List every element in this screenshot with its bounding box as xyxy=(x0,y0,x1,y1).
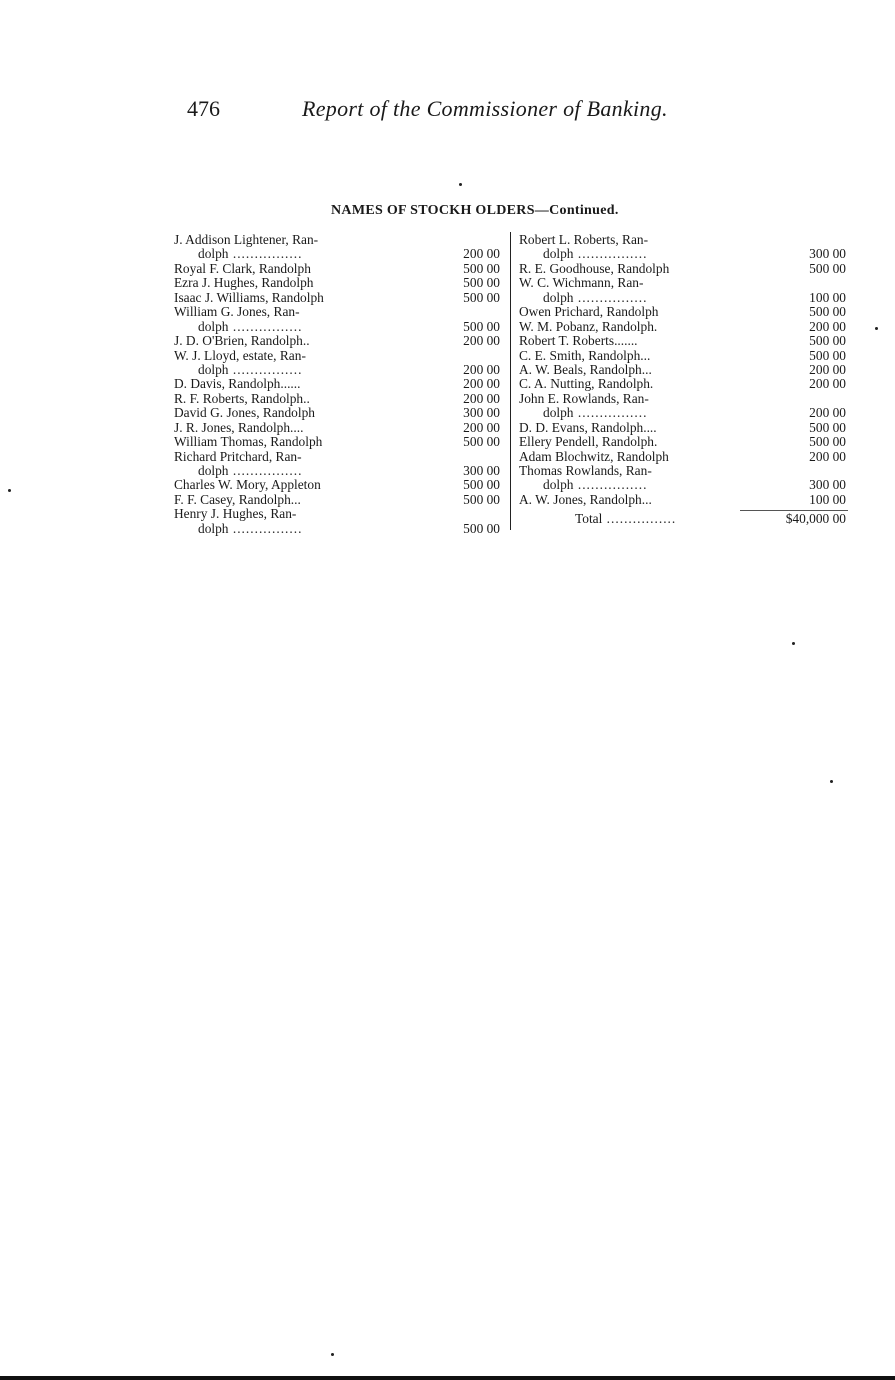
stockholder-name: Richard Pritchard, Ran- xyxy=(174,449,302,464)
total-amount: $40,000 00 xyxy=(785,511,846,527)
stockholder-amount: 200 00 xyxy=(463,246,500,262)
stockholder-amount: 500 00 xyxy=(809,419,846,435)
stockholder-amount: 200 00 xyxy=(463,390,500,406)
stockholder-row xyxy=(174,262,504,276)
dot-leader: ................ xyxy=(573,247,648,262)
stockholder-amount: 200 00 xyxy=(463,376,500,392)
speck xyxy=(830,780,833,783)
stockholder-amount: 200 00 xyxy=(809,405,846,421)
stockholder-name: dolph ................ xyxy=(543,247,648,262)
dot-leader: ................ xyxy=(573,478,648,493)
stockholder-name: W. M. Pobanz, Randolph. xyxy=(519,319,658,334)
stockholder-row xyxy=(174,421,504,435)
stockholders-right-column xyxy=(519,233,849,527)
stockholder-name: David G. Jones, Randolph xyxy=(174,406,315,421)
stockholder-row xyxy=(519,233,849,247)
stockholder-name: Thomas Rowlands, Ran- xyxy=(519,464,652,478)
running-head: Report of the Commissioner of Banking. xyxy=(302,96,668,121)
stockholder-name: C. A. Nutting, Randolph. xyxy=(519,377,654,392)
stockholder-name: Henry J. Hughes, Ran- xyxy=(174,507,297,522)
stockholder-row xyxy=(174,320,504,334)
stockholder-row xyxy=(519,305,849,319)
stockholder-amount: 500 00 xyxy=(809,434,846,450)
page-number: 476 xyxy=(187,96,220,121)
stockholder-amount: 200 00 xyxy=(809,448,846,464)
stockholder-name: dolph ................ xyxy=(543,290,648,305)
stockholder-row xyxy=(519,478,849,492)
speck xyxy=(8,489,11,492)
stockholder-name: C. E. Smith, Randolph... xyxy=(519,348,651,363)
stockholder-name: dolph ................ xyxy=(543,478,648,493)
stockholder-amount: 500 00 xyxy=(809,304,846,320)
stockholder-row xyxy=(519,406,849,420)
stockholder-amount: 500 00 xyxy=(463,477,500,493)
stockholder-row xyxy=(519,392,849,406)
stockholder-row xyxy=(174,349,504,363)
stockholder-row xyxy=(519,377,849,391)
stockholder-name: dolph ................ xyxy=(198,521,303,536)
stockholder-amount: 500 00 xyxy=(463,318,500,334)
stockholder-amount: 500 00 xyxy=(809,347,846,363)
stockholder-name: dolph ................ xyxy=(198,247,303,262)
stockholder-amount: 300 00 xyxy=(809,477,846,493)
speck xyxy=(331,1353,334,1356)
stockholder-amount: 500 00 xyxy=(809,260,846,276)
stockholder-amount: 100 00 xyxy=(809,289,846,305)
section-title: NAMES OF STOCKH OLDERS—Continued. xyxy=(331,203,619,218)
stockholder-row xyxy=(174,493,504,507)
stockholder-row xyxy=(519,435,849,449)
stockholder-name: R. F. Roberts, Randolph.. xyxy=(174,391,310,406)
stockholder-row xyxy=(174,276,504,290)
stockholder-row xyxy=(174,247,504,261)
stockholder-name: dolph ................ xyxy=(198,464,303,478)
stockholder-row xyxy=(519,421,849,435)
stockholder-row xyxy=(174,522,504,536)
stockholder-amount: 500 00 xyxy=(463,289,500,305)
stockholder-row xyxy=(519,363,849,377)
stockholder-row xyxy=(519,464,849,478)
stockholder-row xyxy=(174,377,504,391)
stockholder-amount: 500 00 xyxy=(463,434,500,450)
stockholder-name: Royal F. Clark, Randolph xyxy=(174,261,311,276)
stockholder-row xyxy=(174,233,504,247)
stockholder-amount: 200 00 xyxy=(809,318,846,334)
dot-leader: ................ xyxy=(602,512,677,527)
stockholder-name: dolph ................ xyxy=(198,362,303,377)
stockholder-name: Ellery Pendell, Randolph. xyxy=(519,435,658,450)
stockholder-name: Owen Prichard, Randolph xyxy=(519,305,659,320)
dot-leader: ................ xyxy=(228,464,303,478)
stockholder-name: Isaac J. Williams, Randolph xyxy=(174,290,324,305)
stockholder-amount: 300 00 xyxy=(463,405,500,421)
stockholder-amount: 200 00 xyxy=(809,376,846,392)
stockholder-name: John E. Rowlands, Ran- xyxy=(519,391,649,406)
stockholder-row xyxy=(519,320,849,334)
stockholder-name: W. J. Lloyd, estate, Ran- xyxy=(174,348,306,363)
dot-leader: ................ xyxy=(228,521,303,536)
stockholder-name: F. F. Casey, Randolph... xyxy=(174,492,301,507)
page-edge xyxy=(0,1376,895,1380)
stockholder-row xyxy=(519,247,849,261)
stockholder-amount: 200 00 xyxy=(463,361,500,377)
stockholder-amount: 500 00 xyxy=(463,260,500,276)
stockholder-row xyxy=(174,392,504,406)
dot-leader: ................ xyxy=(228,319,303,334)
stockholder-row xyxy=(519,493,849,507)
stockholder-name: J. Addison Lightener, Ran- xyxy=(174,233,319,247)
stockholder-amount: 200 00 xyxy=(463,333,500,349)
stockholder-amount: 100 00 xyxy=(809,491,846,507)
stockholder-row xyxy=(519,349,849,363)
stockholder-name: Ezra J. Hughes, Randolph xyxy=(174,276,314,291)
stockholder-name: W. C. Wichmann, Ran- xyxy=(519,276,644,291)
dot-leader: ................ xyxy=(573,290,648,305)
stockholder-amount: 500 00 xyxy=(463,491,500,507)
stockholder-name: Charles W. Mory, Appleton xyxy=(174,478,321,493)
stockholder-row xyxy=(174,406,504,420)
stockholder-name: J. R. Jones, Randolph.... xyxy=(174,420,304,435)
speck xyxy=(875,327,878,330)
stockholder-amount: 300 00 xyxy=(463,463,500,478)
total-row xyxy=(519,512,849,526)
stockholder-row xyxy=(519,291,849,305)
stockholder-name: dolph ................ xyxy=(198,319,303,334)
speck xyxy=(792,642,795,645)
stockholder-row xyxy=(174,305,504,319)
stockholder-amount: 300 00 xyxy=(809,246,846,262)
stockholder-row xyxy=(174,334,504,348)
stockholder-name: J. D. O'Brien, Randolph.. xyxy=(174,334,310,349)
stockholder-amount: 200 00 xyxy=(463,419,500,435)
stockholder-amount: 500 00 xyxy=(809,333,846,349)
dot-leader: ................ xyxy=(573,406,648,421)
stockholder-row xyxy=(174,291,504,305)
stockholder-name: D. Davis, Randolph...... xyxy=(174,377,301,392)
stockholder-row xyxy=(174,363,504,377)
stockholder-row xyxy=(174,507,504,521)
stockholder-name: A. W. Beals, Randolph... xyxy=(519,362,652,377)
stockholder-name: Adam Blochwitz, Randolph xyxy=(519,449,669,464)
stockholder-row xyxy=(174,464,504,478)
stockholder-name: William Thomas, Randolph xyxy=(174,435,323,450)
dot-leader: ................ xyxy=(228,247,303,262)
stockholder-row xyxy=(174,435,504,449)
stockholder-row xyxy=(519,450,849,464)
stockholder-name: R. E. Goodhouse, Randolph xyxy=(519,261,670,276)
stockholder-row xyxy=(519,334,849,348)
stockholder-name: A. W. Jones, Randolph... xyxy=(519,492,652,507)
stockholder-amount: 500 00 xyxy=(463,520,500,536)
stockholder-row xyxy=(174,478,504,492)
stockholder-name: D. D. Evans, Randolph.... xyxy=(519,420,657,435)
stockholder-name: Robert T. Roberts....... xyxy=(519,334,638,349)
dot-leader: ................ xyxy=(228,362,303,377)
stockholder-name: Robert L. Roberts, Ran- xyxy=(519,233,649,247)
stockholder-row xyxy=(519,262,849,276)
total-label: Total ................ xyxy=(575,512,677,527)
stockholder-row xyxy=(519,276,849,290)
stockholder-amount: 500 00 xyxy=(463,275,500,291)
stockholder-amount: 200 00 xyxy=(809,361,846,377)
speck xyxy=(459,183,462,186)
stockholder-name: William G. Jones, Ran- xyxy=(174,305,300,320)
stockholder-row xyxy=(174,450,504,464)
column-divider xyxy=(510,232,511,530)
stockholders-left-column xyxy=(174,233,504,536)
total-rule xyxy=(740,510,848,511)
stockholder-name: dolph ................ xyxy=(543,406,648,421)
